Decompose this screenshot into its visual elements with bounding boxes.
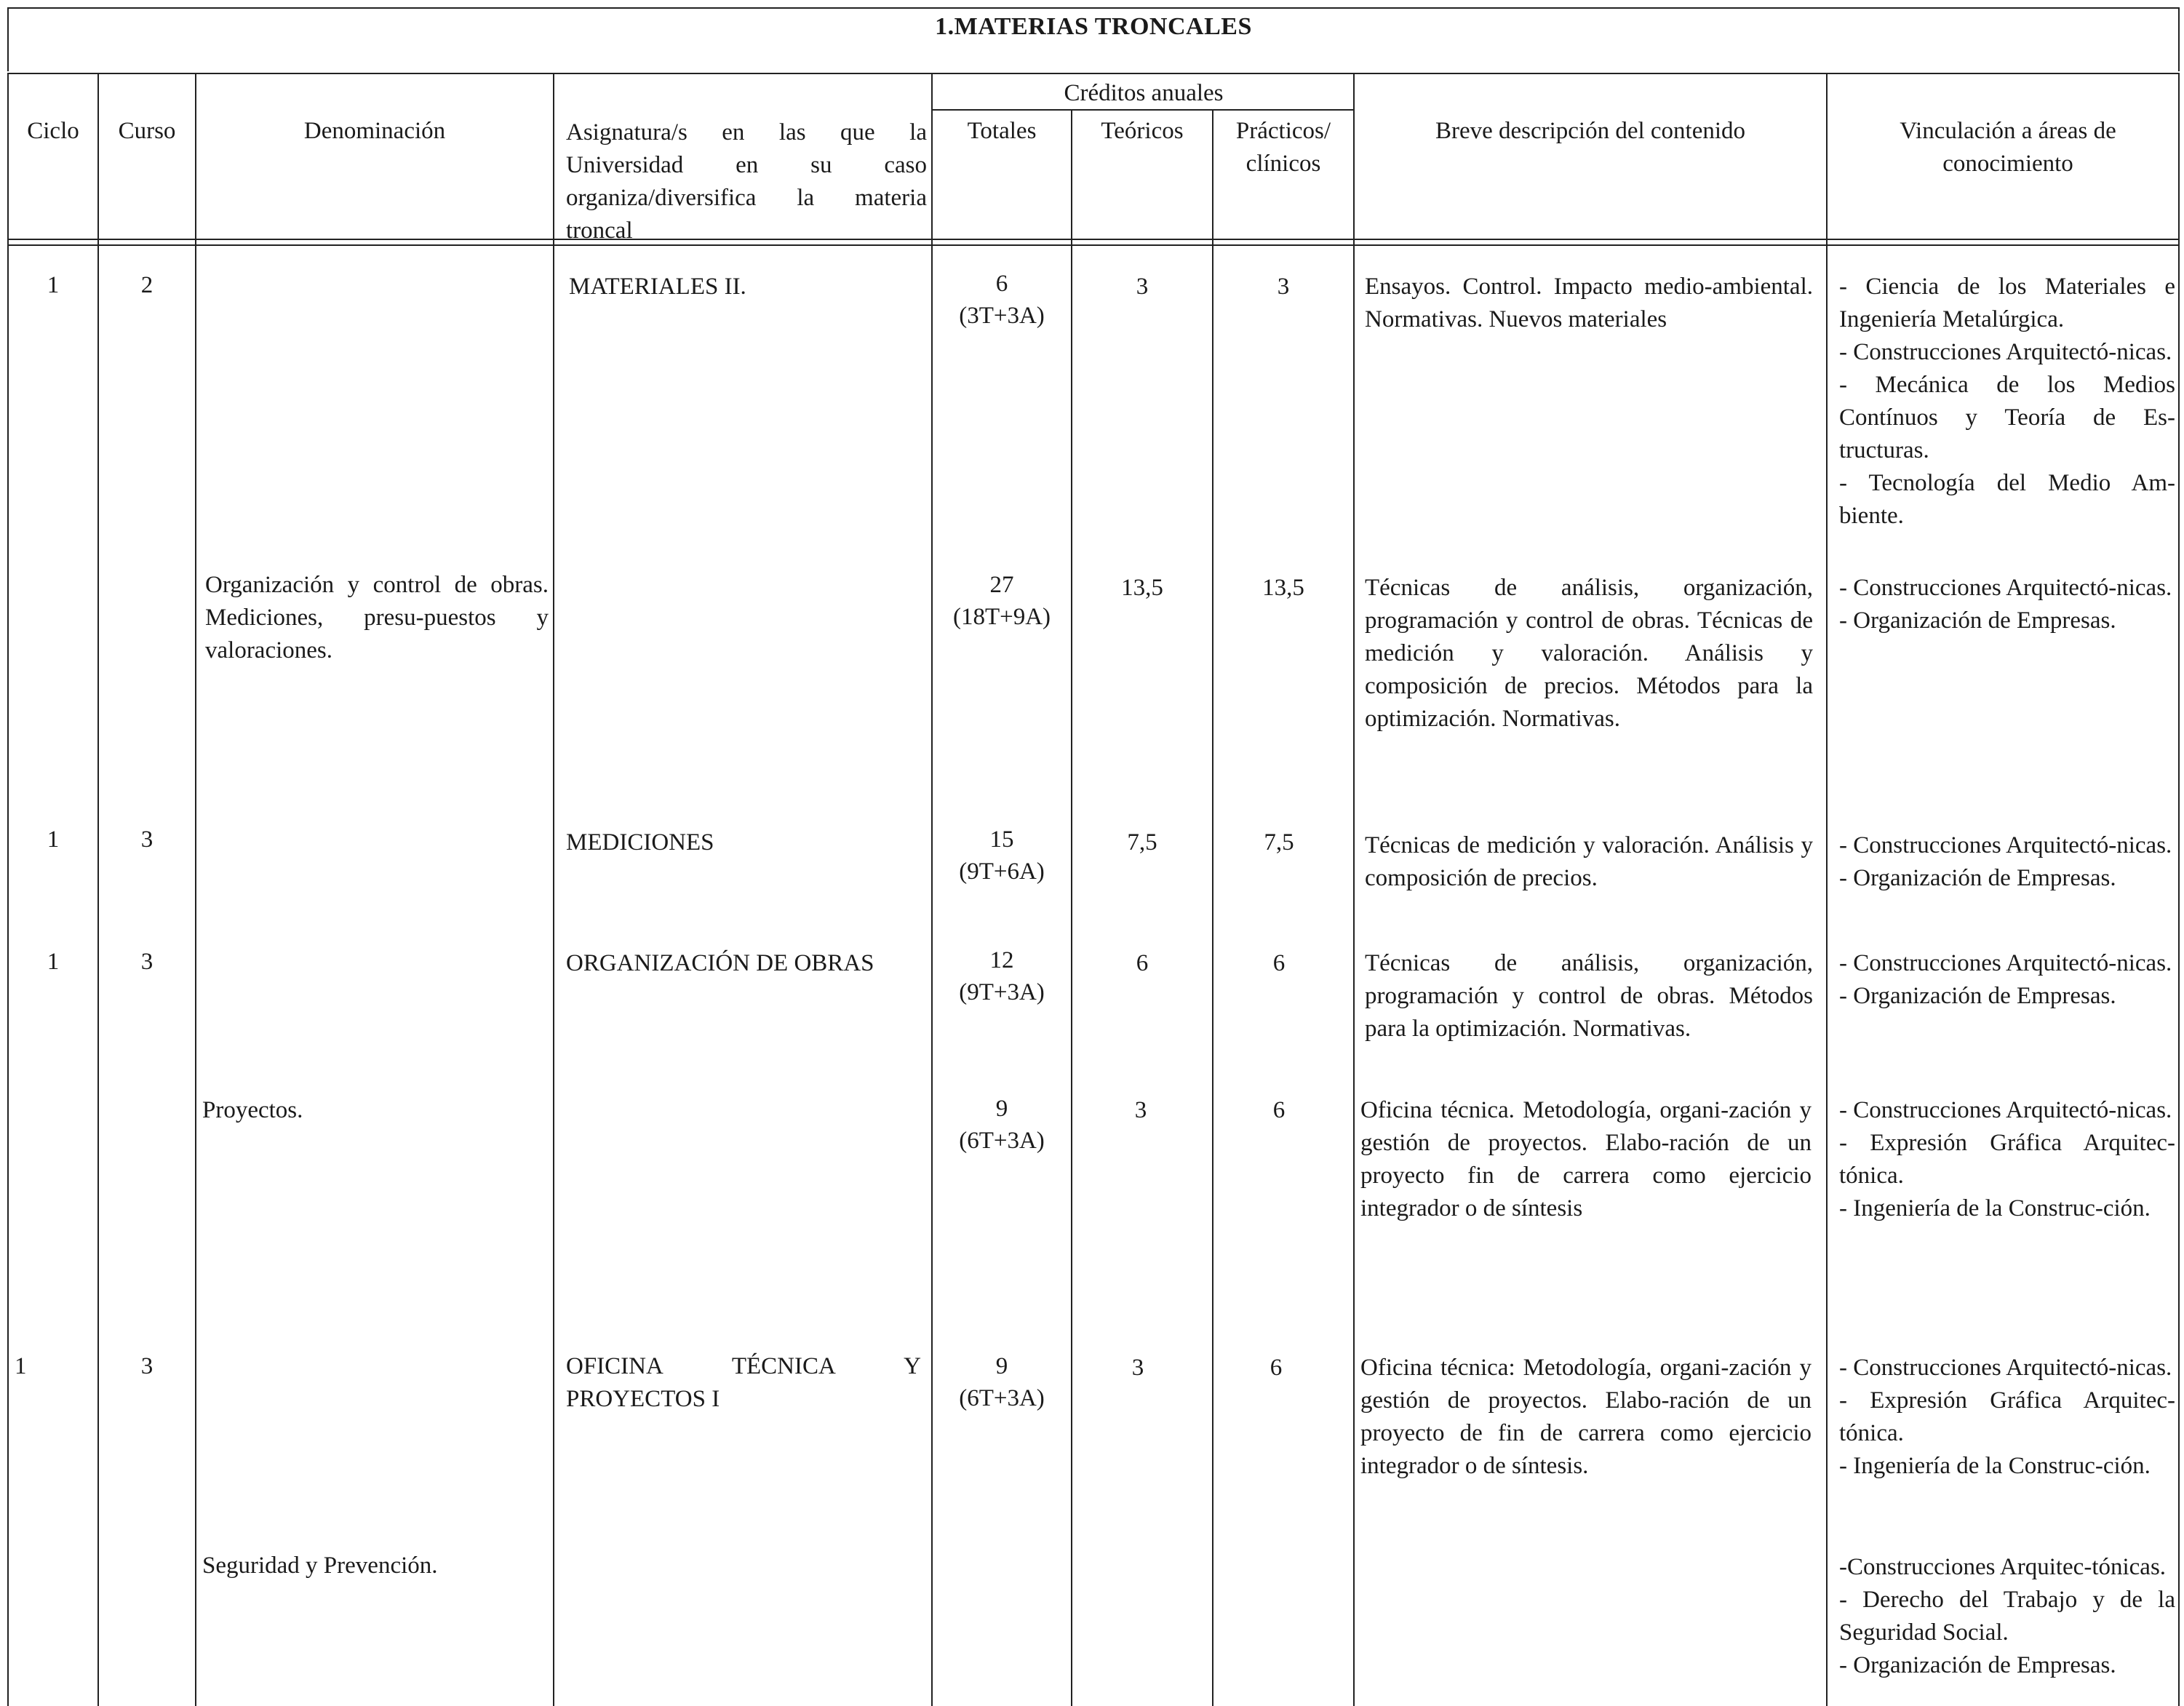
header-teoricos: Teóricos <box>1101 118 1184 144</box>
cell-totales-sub: (9T+3A) <box>959 979 1045 1005</box>
cell-denominacion: Organización y control de obras. Mediciones, presu-puestos y valoraciones. <box>205 572 549 663</box>
cell-ciclo: 1 <box>47 949 60 975</box>
cell-descripcion: Técnicas de medición y valoración. Análisis y composición de precios. <box>1365 832 1813 891</box>
header-ciclo: Ciclo <box>27 118 79 144</box>
cell-vinculacion: - Construcciones Arquitectó-nicas. - Expresión Gráfica Arquitec-tónica. - Ingeniería de la Construc-ción. <box>1839 1097 2175 1221</box>
cell-vinculacion: - Construcciones Arquitectó-nicas. - Organización de Empresas. <box>1839 575 2172 634</box>
document-page <box>7 7 2180 1706</box>
cell-curso: 3 <box>140 1353 154 1379</box>
col-rule <box>1071 109 1072 1706</box>
cell-practicos: 6 <box>1272 1097 1286 1123</box>
cell-teoricos: 3 <box>1136 274 1149 300</box>
header-practicos: Prácticos/ clínicos <box>1235 118 1331 177</box>
cell-ciclo: 1 <box>15 1353 27 1379</box>
col-rule <box>97 74 99 1706</box>
col-rule <box>1826 74 1828 1706</box>
col-rule <box>553 74 554 1706</box>
cell-ciclo: 1 <box>47 272 60 298</box>
header-totales: Totales <box>967 118 1037 144</box>
cell-descripcion: Ensayos. Control. Impacto medio-ambiental. Normativas. Nuevos materiales <box>1365 274 1813 332</box>
cell-totales: 12 <box>989 947 1014 973</box>
cell-totales: 15 <box>989 826 1014 853</box>
cell-teoricos: 3 <box>1134 1097 1147 1123</box>
header-denominacion: Denominación <box>303 118 446 144</box>
cell-totales: 27 <box>989 572 1014 598</box>
cell-teoricos: 6 <box>1136 950 1149 976</box>
cell-curso: 3 <box>140 949 154 975</box>
cell-totales-sub: (18T+9A) <box>952 604 1051 630</box>
cell-vinculacion: -Construcciones Arquitec-tónicas. - Derecho del Trabajo y de la Seguridad Social. - Organización de Empresas. <box>1839 1554 2175 1678</box>
cell-denominacion: Seguridad y Prevención. <box>202 1552 438 1579</box>
header-vinculacion: Vinculación a áreas de conocimiento <box>1900 118 2116 177</box>
cell-descripcion: Oficina técnica. Metodología, organi-zación y gestión de proyectos. Elabo-ración de un proyecto fin de carrera como ejercicio integrador o de síntesis <box>1360 1097 1812 1221</box>
cell-totales: 6 <box>995 271 1008 297</box>
cell-practicos: 13,5 <box>1262 575 1304 601</box>
cell-practicos: 6 <box>1272 950 1286 976</box>
col-rule <box>1212 109 1213 1706</box>
cell-totales: 9 <box>995 1096 1008 1122</box>
header-bottom-rule-2 <box>7 244 2180 246</box>
col-rule <box>1353 74 1355 1706</box>
cell-descripcion: Oficina técnica: Metodología, organi-zación y gestión de proyectos. Elabo-ración de un proyecto de fin de carrera como ejercicio integrador o de síntesis. <box>1360 1355 1812 1479</box>
cell-descripcion: Técnicas de análisis, organización, programación y control de obras. Técnicas de medición y valoración. Análisis y composición de precios. Métodos para la optimización. Normativas. <box>1365 575 1813 732</box>
cell-teoricos: 13,5 <box>1121 575 1163 601</box>
header-curso: Curso <box>118 118 176 144</box>
cell-curso: 3 <box>140 826 154 853</box>
header-bottom-rule <box>7 239 2180 240</box>
cell-descripcion: Técnicas de análisis, organización, programación y control de obras. Métodos para la optimización. Normativas. <box>1365 950 1813 1042</box>
cell-asignatura: ORGANIZACIÓN DE OBRAS <box>566 950 874 976</box>
cell-totales-sub: (6T+3A) <box>959 1128 1045 1154</box>
cell-ciclo: 1 <box>47 826 60 853</box>
cell-asignatura: MATERIALES II. <box>569 274 746 300</box>
cell-totales-sub: (9T+6A) <box>959 858 1045 885</box>
cell-totales-sub: (6T+3A) <box>959 1385 1045 1411</box>
cell-curso: 2 <box>140 272 154 298</box>
cell-practicos: 6 <box>1270 1355 1283 1381</box>
cell-vinculacion: - Construcciones Arquitectó-nicas. - Organización de Empresas. <box>1839 832 2172 891</box>
cell-teoricos: 7,5 <box>1127 829 1157 856</box>
col-rule <box>2178 74 2180 1706</box>
cell-totales: 9 <box>995 1353 1008 1379</box>
title-band <box>7 7 2180 71</box>
header-top-rule <box>7 73 2180 74</box>
cell-denominacion: Proyectos. <box>202 1097 303 1123</box>
cell-teoricos: 3 <box>1131 1355 1144 1381</box>
cell-vinculacion: - Construcciones Arquitectó-nicas. - Organización de Empresas. <box>1839 950 2172 1009</box>
cell-vinculacion: - Construcciones Arquitectó-nicas. - Expresión Gráfica Arquitec-tónica. - Ingeniería de la Construc-ción. <box>1839 1355 2175 1479</box>
header-descripcion: Breve descripción del contenido <box>1435 118 1746 144</box>
cell-asignatura: OFICINA TÉCNICA Y PROYECTOS I <box>566 1353 921 1412</box>
col-rule <box>7 74 9 1706</box>
cell-practicos: 3 <box>1277 274 1290 300</box>
cell-asignatura: MEDICIONES <box>566 829 714 856</box>
header-creditos: Créditos anuales <box>1064 80 1224 106</box>
table-title: 1.MATERIAS TRONCALES <box>935 13 1252 40</box>
cell-practicos: 7,5 <box>1264 829 1294 856</box>
header-asignatura: Asignatura/s en las que la Universidad en su caso organiza/diversifica la materia troncal <box>566 119 927 244</box>
cell-vinculacion: - Ciencia de los Materiales e Ingeniería Metalúrgica. - Construcciones Arquitectó-nicas. - Mecánica de los Medios Contínuos y Teoría de Es-tructuras. - Tecnología del Medio Am-biente. <box>1839 274 2175 529</box>
cell-totales-sub: (3T+3A) <box>959 303 1045 329</box>
col-rule <box>195 74 196 1706</box>
